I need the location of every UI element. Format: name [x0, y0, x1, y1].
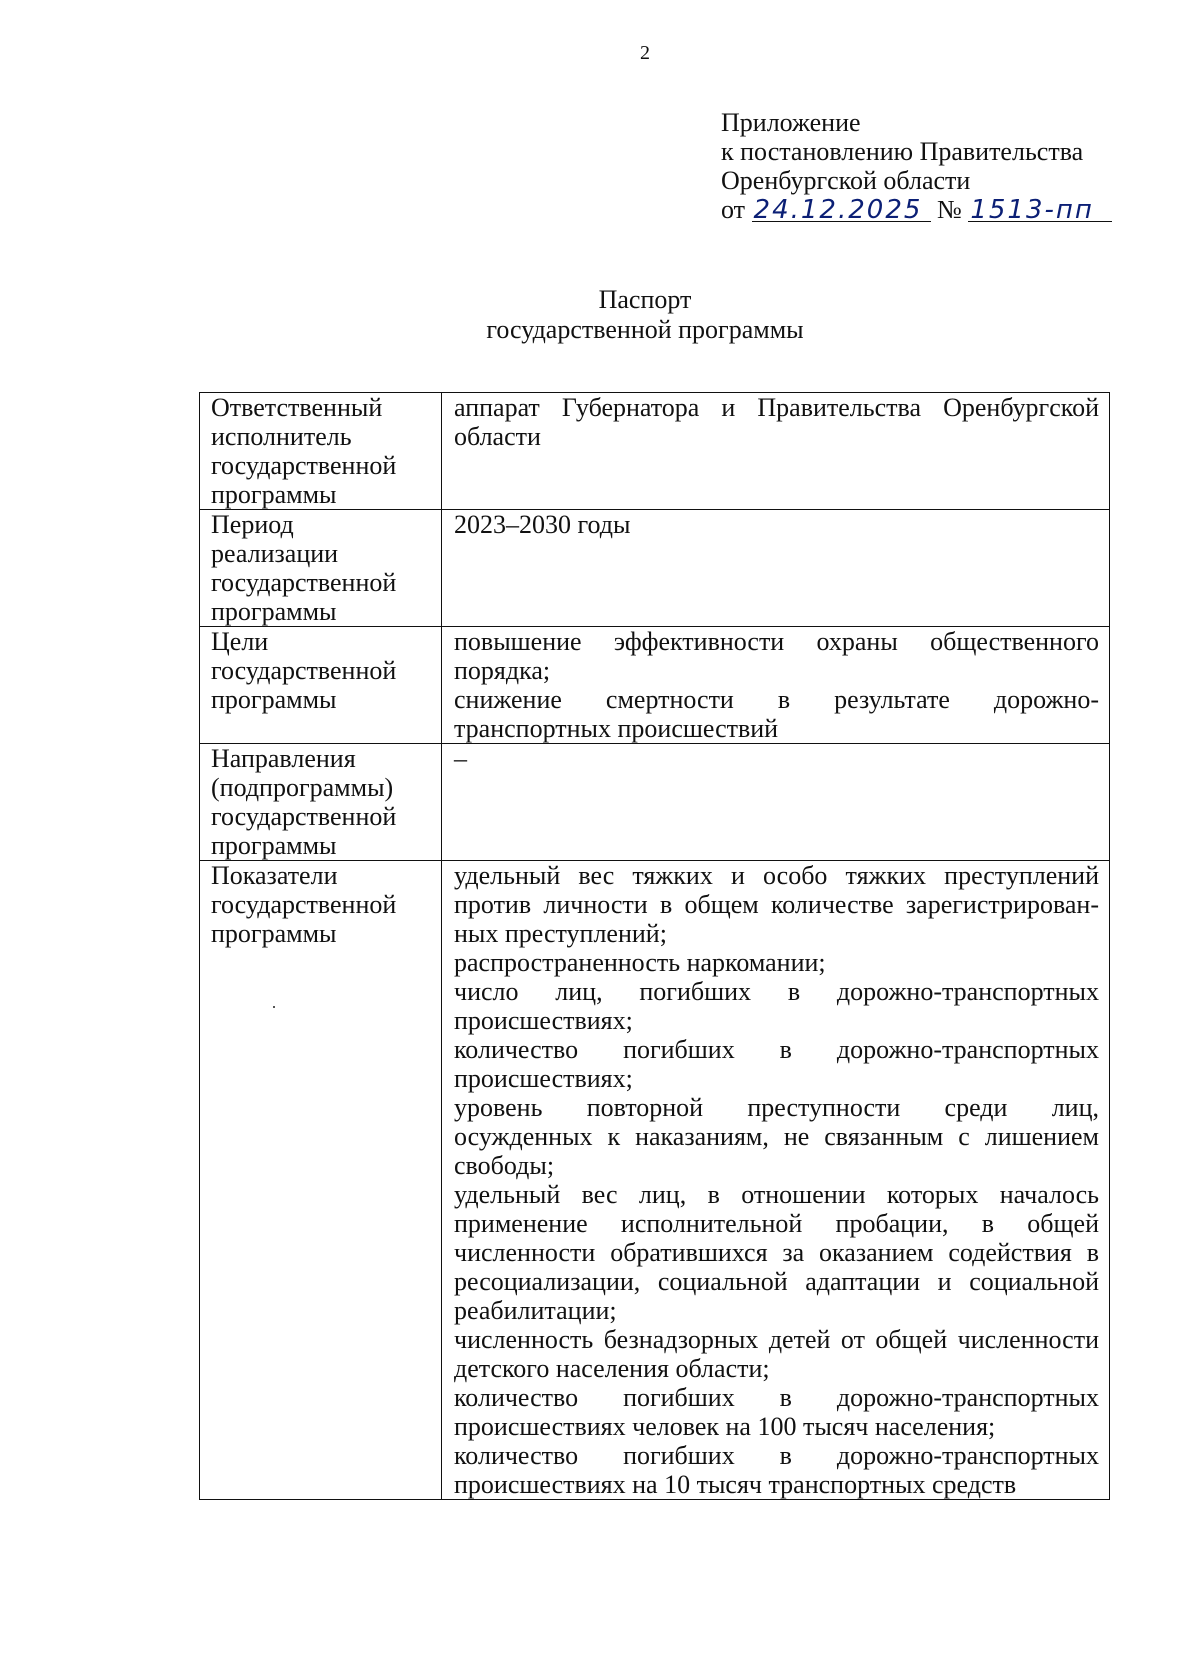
- value-line: области: [454, 422, 541, 451]
- value-line: число лиц, погибших в дорожно-транспортных: [454, 977, 1099, 1006]
- value-line: транспортных происшествий: [454, 714, 779, 743]
- value-line: детского населения области;: [454, 1354, 770, 1383]
- table-row-directions: [200, 744, 1110, 861]
- appendix-block: [721, 108, 1112, 224]
- value-line: аппарат Губернатора и Правительства Оренбургской: [454, 393, 1099, 422]
- value-cell: [442, 861, 1110, 1500]
- value-line: уровень повторной преступности среди лиц,: [454, 1093, 1099, 1122]
- title-line-1: Паспорт: [598, 285, 692, 314]
- value-cell: [442, 393, 1110, 510]
- value-cell: [442, 510, 1110, 627]
- row-label: Показатели государственной программы: [211, 861, 397, 948]
- value-line: распространенность наркомании;: [454, 948, 826, 977]
- appendix-date-line: [721, 195, 1112, 224]
- row-label: Цели государственной программы: [211, 627, 397, 714]
- value-line: количество погибших в дорожно-транспортных: [454, 1441, 1099, 1470]
- value-line: происшествиях человек на 100 тысяч населения;: [454, 1412, 996, 1441]
- value-line: численности обратившихся за оказанием содействия в: [454, 1238, 1099, 1267]
- value-line: осужденных к наказаниям, не связанным с лишением: [454, 1122, 1099, 1151]
- row-label: Период реализации государственной программы: [211, 510, 397, 626]
- value-line: происшествиях;: [454, 1064, 633, 1093]
- handwritten-date: 24.12.2025: [752, 199, 931, 222]
- document-title: [0, 285, 1200, 345]
- label-cell: [200, 861, 442, 1500]
- value-line: против личности в общем количестве зарегистрирован-: [454, 890, 1099, 919]
- value-cell: [442, 627, 1110, 744]
- label-cell: [200, 627, 442, 744]
- label-cell: [200, 510, 442, 627]
- number-sign: №: [937, 195, 962, 224]
- value-line: снижение смертности в результате дорожно-: [454, 685, 1099, 714]
- value-line: происшествиях на 10 тысяч транспортных средств: [454, 1470, 1017, 1499]
- value-line: –: [454, 744, 467, 773]
- table-row-goals: [200, 627, 1110, 744]
- value-line: ных преступлений;: [454, 919, 667, 948]
- value-line: численность безнадзорных детей от общей численности: [454, 1325, 1099, 1354]
- row-label: Ответственный исполнитель государственной программы: [211, 393, 397, 509]
- value-line: количество погибших в дорожно-транспортных: [454, 1383, 1099, 1412]
- appendix-line-1: Приложение: [721, 108, 861, 137]
- handwritten-number: 1513-пп: [968, 199, 1112, 222]
- title-line-2: государственной программы: [486, 315, 804, 344]
- appendix-line-3: Оренбургской области: [721, 166, 971, 195]
- passport-table: [199, 392, 1110, 1500]
- page-number: 2: [640, 42, 650, 64]
- value-line: удельный вес лиц, в отношении которых началось: [454, 1180, 1099, 1209]
- value-line: свободы;: [454, 1151, 555, 1180]
- value-line: реабилитации;: [454, 1296, 617, 1325]
- value-line: происшествиях;: [454, 1006, 633, 1035]
- value-line: применение исполнительной пробации, в общей: [454, 1209, 1099, 1238]
- value-cell: [442, 744, 1110, 861]
- appendix-line-2: к постановлению Правительства: [721, 137, 1084, 166]
- value-line: повышение эффективности охраны общественного: [454, 627, 1099, 656]
- value-line: ресоциализации, социальной адаптации и социальной: [454, 1267, 1099, 1296]
- value-line: порядка;: [454, 656, 551, 685]
- from-label: от: [721, 195, 746, 224]
- value-line: 2023–2030 годы: [454, 510, 631, 539]
- scan-speck: [273, 1006, 275, 1008]
- table-row-period: [200, 510, 1110, 627]
- row-label: Направления (подпрограммы) государственной программы: [211, 744, 397, 860]
- value-line: количество погибших в дорожно-транспортных: [454, 1035, 1099, 1064]
- value-line: удельный вес тяжких и особо тяжких преступлений: [454, 861, 1099, 890]
- label-cell: [200, 744, 442, 861]
- table-row-responsible: [200, 393, 1110, 510]
- table-row-indicators: [200, 861, 1110, 1500]
- label-cell: [200, 393, 442, 510]
